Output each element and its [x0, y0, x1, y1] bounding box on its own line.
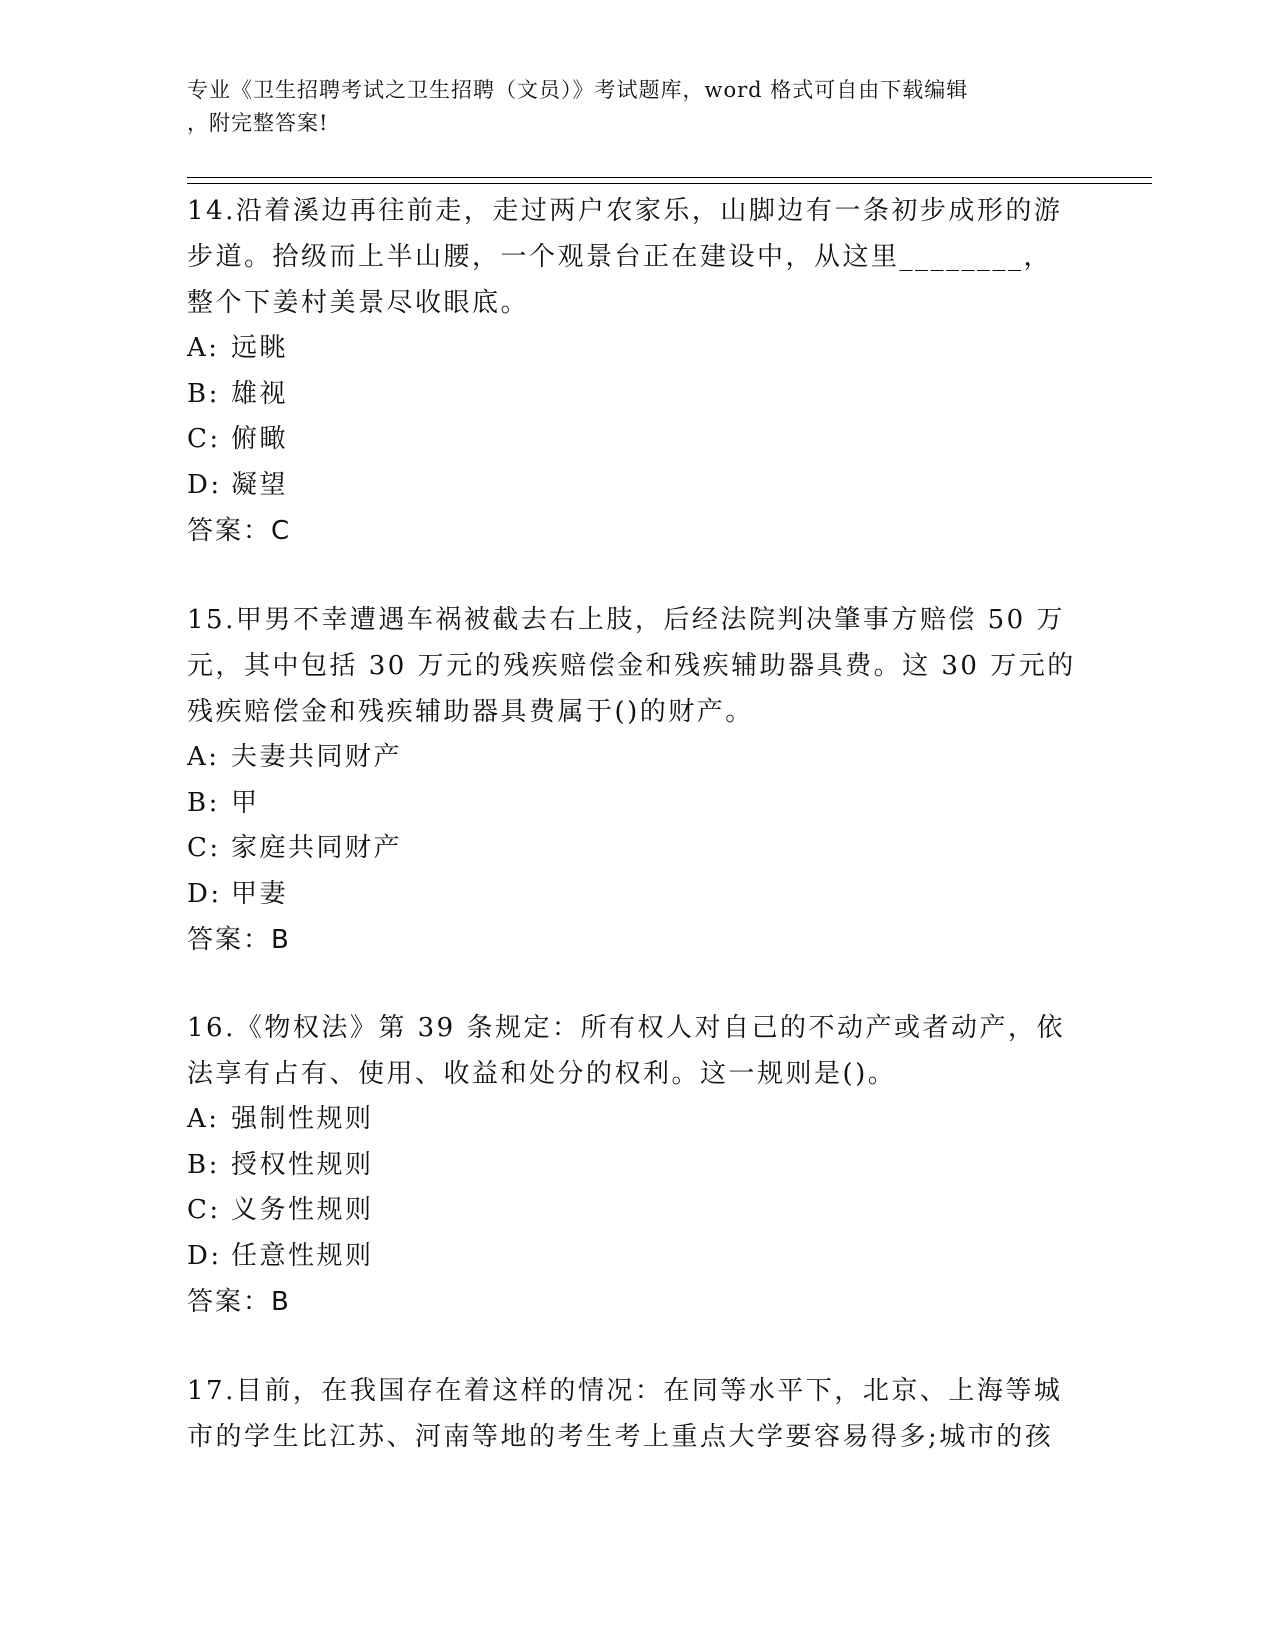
question-number: 15.	[187, 605, 236, 635]
header-divider-bottom	[187, 183, 1152, 184]
question-line: 步道。拾级而上半山腰，一个观景台正在建设中，从这里________，	[187, 242, 1053, 272]
document-header	[187, 74, 1067, 140]
answer-label: 答案：B	[187, 1287, 291, 1317]
header-divider-top	[187, 177, 1152, 178]
header-line-1: 专业《卫生招聘考试之卫生招聘（文员）》考试题库，word 格式可自由下载编辑	[187, 78, 969, 102]
question-15	[187, 597, 1087, 963]
option-a: A: 远眺	[187, 333, 289, 363]
answer-label: 答案：C	[187, 516, 292, 546]
option-a: A: 夫妻共同财产	[187, 742, 403, 772]
question-number: 16.	[187, 1013, 236, 1043]
question-stem	[187, 597, 1087, 735]
option-d: D: 凝望	[187, 469, 289, 500]
option-b: B: 甲	[187, 787, 260, 818]
question-line: 16.《物权法》第 39 条规定：所有权人对自己的不动产或者动产，依	[187, 1013, 1065, 1043]
question-stem	[187, 1005, 1087, 1097]
question-line: 14.沿着溪边再往前走，走过两户农家乐，山脚边有一条初步成形的游	[187, 196, 1063, 226]
question-line: 元，其中包括 30 万元的残疾赔偿金和残疾辅助器具费。这 30 万元的	[187, 651, 1076, 681]
header-line-2: ，附完整答案!	[187, 111, 329, 135]
question-line: 17.目前，在我国存在着这样的情况：在同等水平下，北京、上海等城	[187, 1376, 1063, 1406]
option-c: C: 家庭共同财产	[187, 833, 403, 863]
question-16	[187, 1005, 1087, 1325]
question-line: 法享有占有、使用、收益和处分的权利。这一规则是()。	[187, 1059, 897, 1089]
answer-label: 答案：B	[187, 925, 291, 955]
question-line: 残疾赔偿金和残疾辅助器具费属于()的财产。	[187, 697, 754, 727]
question-17	[187, 1368, 1087, 1460]
option-c: C: 俯瞰	[187, 424, 289, 454]
question-line: 市的学生比江苏、河南等地的考生考上重点大学要容易得多;城市的孩	[187, 1422, 1054, 1452]
question-number: 14.	[187, 196, 236, 226]
question-stem	[187, 1368, 1087, 1460]
option-b: B: 雄视	[187, 378, 289, 409]
question-line: 整个下姜村美景尽收眼底。	[187, 288, 530, 318]
option-d: D: 甲妻	[187, 878, 289, 909]
option-a: A: 强制性规则	[187, 1104, 374, 1134]
option-b: B: 授权性规则	[187, 1149, 374, 1180]
question-line: 15.甲男不幸遭遇车祸被截去右上肢，后经法院判决肇事方赔偿 50 万	[187, 605, 1065, 635]
option-c: C: 义务性规则	[187, 1195, 374, 1225]
option-d: D: 任意性规则	[187, 1240, 374, 1271]
question-14	[187, 188, 1087, 554]
question-stem	[187, 188, 1087, 326]
question-number: 17.	[187, 1376, 236, 1406]
